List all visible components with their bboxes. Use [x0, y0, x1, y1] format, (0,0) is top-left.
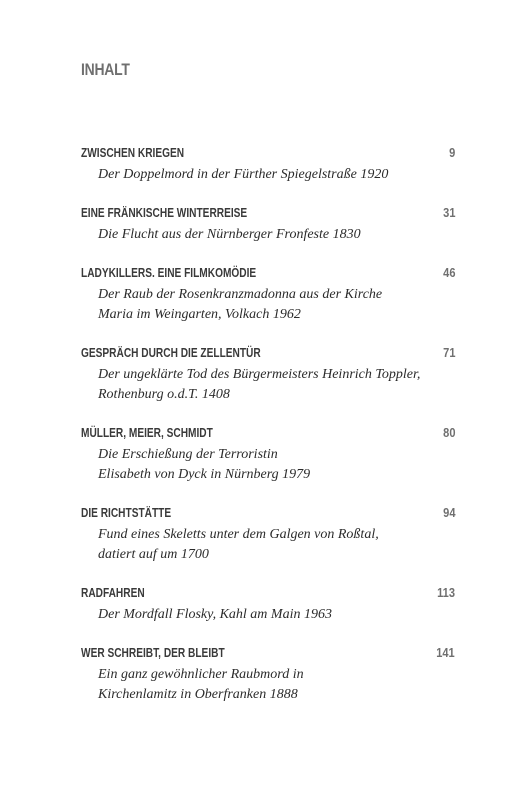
toc-entry-page-number: 113 — [437, 585, 455, 600]
toc-entry — [81, 504, 455, 565]
toc-entry-subtitle-line: Der Mordfall Flosky, Kahl am Main 1963 — [98, 607, 332, 622]
toc-entry — [81, 264, 455, 325]
toc-entry — [81, 644, 455, 705]
toc-entry-subtitle — [98, 365, 455, 405]
toc-entry-subtitle-line: Der Doppelmord in der Fürther Spiegelstraße 1920 — [98, 167, 389, 182]
toc-entry-subtitle — [98, 525, 455, 565]
toc-entry-title: MÜLLER, MEIER, SCHMIDT — [81, 425, 213, 440]
toc-entry-subtitle — [98, 225, 455, 245]
toc-entry-subtitle-line: Maria im Weingarten, Volkach 1962 — [98, 307, 301, 322]
toc-entry-subtitle-line: Elisabeth von Dyck in Nürnberg 1979 — [98, 467, 311, 482]
toc-entry-title: LADYKILLERS. EINE FILMKOMÖDIE — [81, 265, 257, 280]
toc-entry-header — [81, 504, 455, 522]
toc-entry-header — [81, 424, 455, 442]
toc-entry-title: GESPRÄCH DURCH DIE ZELLENTÜR — [81, 345, 261, 360]
table-of-contents — [81, 144, 455, 724]
toc-entry-subtitle — [98, 445, 455, 485]
toc-entry-subtitle-line: Die Erschießung der Terroristin — [98, 447, 278, 462]
toc-entry-page-number: 9 — [448, 145, 455, 160]
toc-entry — [81, 144, 455, 185]
toc-entry-title: WER SCHREIBT, DER BLEIBT — [81, 645, 225, 660]
toc-entry-subtitle — [98, 165, 455, 185]
toc-entry-header — [81, 644, 455, 662]
toc-entry-title: RADFAHREN — [81, 585, 145, 600]
toc-entry-header — [81, 144, 455, 162]
toc-entry-page-number: 141 — [436, 645, 455, 660]
toc-entry-subtitle-line: Die Flucht aus der Nürnberger Fronfeste 1830 — [98, 227, 361, 242]
toc-entry — [81, 584, 455, 625]
toc-entry-subtitle-line: Der ungeklärte Tod des Bürgermeisters Heinrich Toppler, — [98, 367, 421, 382]
toc-entry-page-number: 31 — [442, 205, 455, 220]
toc-entry — [81, 204, 455, 245]
toc-entry-subtitle-line: Kirchenlamitz in Oberfranken 1888 — [98, 687, 298, 702]
toc-entry-header — [81, 344, 455, 362]
toc-entry-header — [81, 204, 455, 222]
toc-entry — [81, 424, 455, 485]
toc-entry-subtitle-line: Rothenburg o.d.T. 1408 — [98, 387, 230, 402]
toc-heading: INHALT — [81, 60, 130, 79]
toc-entry-subtitle — [98, 605, 455, 625]
toc-entry-page-number: 94 — [442, 505, 455, 520]
toc-entry — [81, 344, 455, 405]
toc-entry-subtitle-line: datiert auf um 1700 — [98, 547, 209, 562]
toc-entry-header — [81, 584, 455, 602]
toc-entry-title: ZWISCHEN KRIEGEN — [81, 145, 185, 160]
toc-entry-subtitle — [98, 665, 455, 705]
toc-entry-subtitle-line: Der Raub der Rosenkranzmadonna aus der Kirche — [98, 287, 383, 302]
toc-entry-subtitle-line: Fund eines Skeletts unter dem Galgen von Roßtal, — [98, 527, 379, 542]
toc-entry-title: EINE FRÄNKISCHE WINTERREISE — [81, 205, 248, 220]
toc-entry-subtitle-line: Ein ganz gewöhnlicher Raubmord in — [98, 667, 304, 682]
toc-entry-subtitle — [98, 285, 455, 325]
toc-entry-page-number: 46 — [442, 265, 455, 280]
toc-entry-header — [81, 264, 455, 282]
toc-entry-page-number: 80 — [442, 425, 455, 440]
toc-entry-page-number: 71 — [442, 345, 455, 360]
toc-entry-title: DIE RICHTSTÄTTE — [81, 505, 172, 520]
